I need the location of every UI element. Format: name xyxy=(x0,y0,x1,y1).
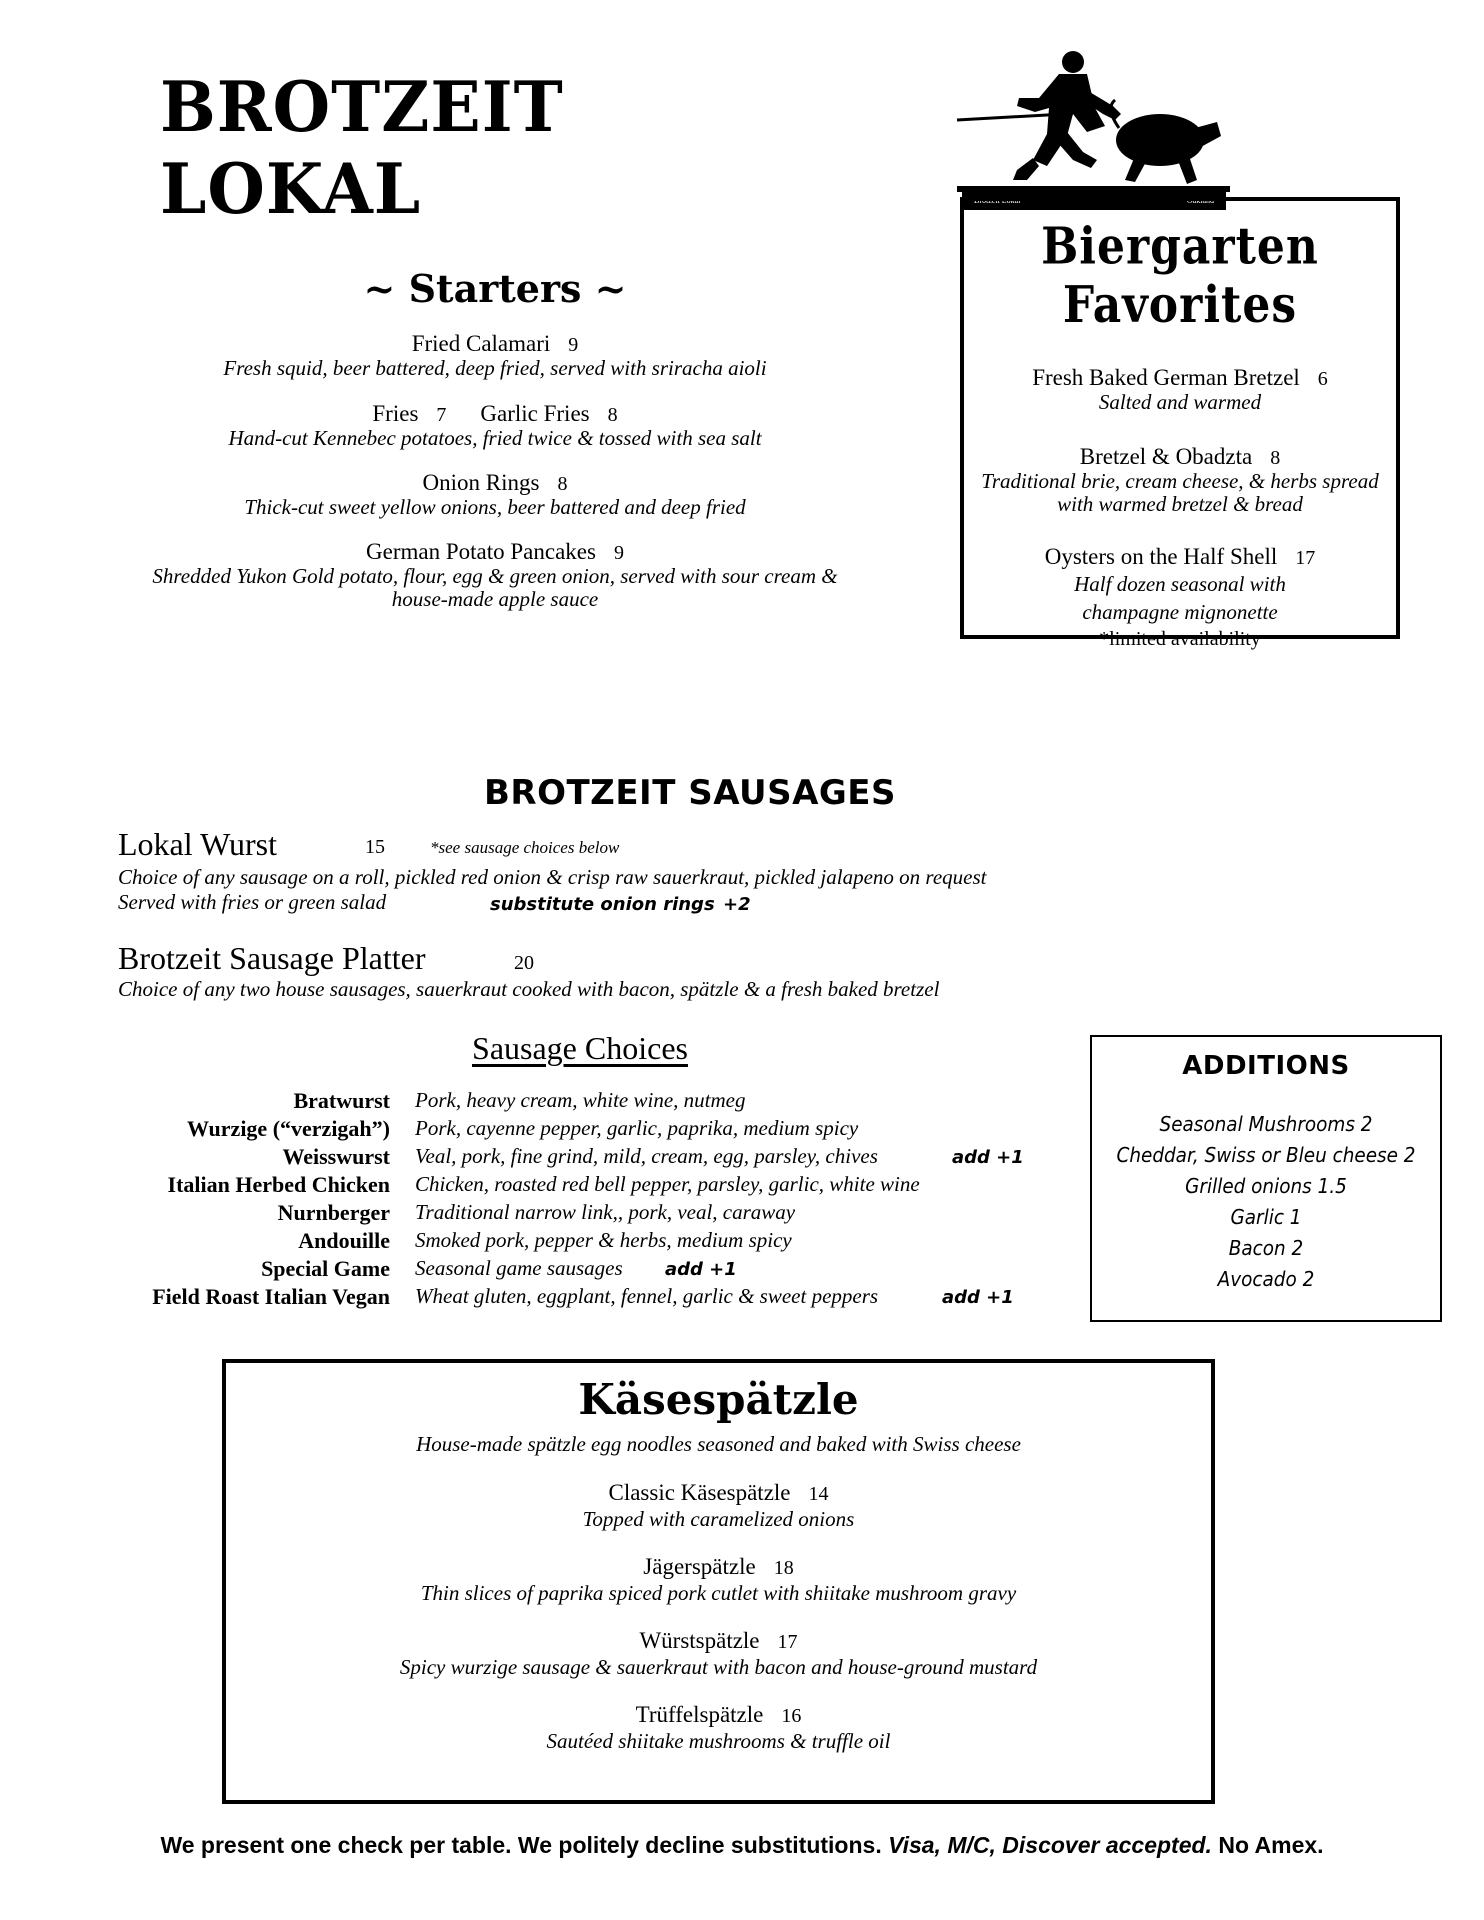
favorite-item xyxy=(964,544,1396,652)
additions-box xyxy=(1090,1035,1442,1322)
footer-amex: No Amex. xyxy=(1218,1832,1324,1858)
sausage-choice-row xyxy=(100,1144,1080,1172)
item-price: 9 xyxy=(613,542,624,564)
item-note: *limited availability xyxy=(1099,628,1261,650)
item-price: 17 xyxy=(777,1631,798,1653)
item-price: 20 xyxy=(514,952,534,974)
sausages-heading: BROTZEIT SAUSAGES xyxy=(483,773,897,813)
starter-item xyxy=(90,470,900,519)
kasespatzle-item xyxy=(226,1480,1211,1532)
logo-right-text: Oakland xyxy=(1186,195,1214,205)
item-desc: Sautéed shiitake mushrooms & truffle oil xyxy=(546,1729,891,1753)
choice-name: Field Roast Italian Vegan xyxy=(152,1284,390,1309)
sausage-choice-row xyxy=(100,1088,1080,1116)
starters-heading: ~ Starters ~ xyxy=(363,266,627,311)
item-name: Lokal Wurst xyxy=(118,826,277,862)
choice-desc: Smoked pork, pepper & herbs, medium spicy xyxy=(415,1228,792,1252)
choice-desc: Pork, cayenne pepper, garlic, paprika, medium spicy xyxy=(415,1116,859,1140)
substitute-note: substitute onion rings xyxy=(490,894,715,915)
logo-left-text: Brotzeit Lokal xyxy=(974,195,1021,205)
sausage-choices-heading: Sausage Choices xyxy=(472,1030,688,1066)
choice-desc: Veal, pork, fine grind, mild, cream, egg, parsley, chives xyxy=(415,1144,878,1168)
footer-note xyxy=(0,1832,1484,1859)
addition-item: Bacon 2 xyxy=(1228,1236,1304,1260)
item-desc-2: house-made apple sauce xyxy=(391,587,599,611)
item-desc: Thin slices of paprika spiced pork cutlet with shiitake mushroom gravy xyxy=(420,1581,1017,1605)
item-name: Fresh Baked German Bretzel xyxy=(1032,365,1300,390)
item-desc-2: champagne mignonette xyxy=(1082,600,1278,624)
item-name: Jägerspätzle xyxy=(643,1554,756,1579)
item-desc: Shredded Yukon Gold potato, flour, egg & green onion, served with sour cream & xyxy=(152,564,838,588)
restaurant-title: BROTZEIT LOKAL xyxy=(160,66,564,230)
favorites-box xyxy=(960,197,1400,650)
item-name-2: Garlic Fries xyxy=(480,401,590,426)
item-desc: Choice of any sausage on a roll, pickled red onion & crisp raw sauerkraut, pickled jalapeno on request xyxy=(118,865,987,889)
item-name: Fries xyxy=(372,401,419,426)
item-name: Brotzeit Sausage Platter xyxy=(118,940,426,976)
item-price: 15 xyxy=(365,836,385,858)
starter-item xyxy=(90,539,900,611)
choice-desc: Seasonal game sausages xyxy=(415,1256,623,1280)
choice-desc: Traditional narrow link,, pork, veal, caraway xyxy=(415,1200,796,1224)
favorite-item xyxy=(964,444,1396,516)
item-desc: Hand-cut Kennebec potatoes, fried twice & tossed with sea salt xyxy=(228,426,762,450)
choice-name: Special Game xyxy=(261,1256,390,1281)
item-price: 8 xyxy=(1270,447,1281,469)
footer-cards: Visa, M/C, Discover accepted. xyxy=(888,1832,1212,1858)
item-desc: Choice of any two house sausages, sauerkraut cooked with bacon, spätzle & a fresh baked bretzel xyxy=(118,977,940,1001)
choice-name: Andouille xyxy=(298,1228,390,1253)
kasespatzle-item xyxy=(226,1702,1211,1754)
choice-add-price: add +1 xyxy=(942,1287,1014,1308)
favorite-item xyxy=(964,365,1396,414)
sausage-choice-row xyxy=(100,1256,1080,1284)
choice-add-price: add +1 xyxy=(952,1147,1024,1168)
item-name: Fried Calamari xyxy=(411,331,551,356)
item-desc-2: Served with fries or green salad xyxy=(118,890,387,914)
choice-add-price: add +1 xyxy=(665,1259,737,1280)
item-name: Trüffelspätzle xyxy=(635,1702,764,1727)
kasespatzle-item xyxy=(226,1554,1211,1606)
item-desc: Thick-cut sweet yellow onions, beer battered and deep fried xyxy=(244,495,746,519)
sausage-choice-row xyxy=(100,1228,1080,1256)
item-price: 16 xyxy=(781,1705,802,1727)
item-name: Bretzel & Obadzta xyxy=(1079,444,1253,469)
lokal-wurst-item xyxy=(118,826,1118,918)
addition-item: Cheddar, Swiss or Bleu cheese 2 xyxy=(1116,1143,1416,1167)
addition-item: Seasonal Mushrooms 2 xyxy=(1159,1112,1373,1136)
addition-item: Avocado 2 xyxy=(1217,1267,1315,1291)
starter-item xyxy=(90,331,900,380)
additions-heading: ADDITIONS xyxy=(1182,1051,1350,1081)
item-price-2: 8 xyxy=(607,404,618,426)
kasespatzle-heading: Käsespätzle xyxy=(578,1375,859,1424)
choice-name: Wurzige (“verzigah”) xyxy=(186,1116,390,1141)
kasespatzle-box xyxy=(222,1359,1215,1804)
sausage-choice-row xyxy=(100,1284,1080,1312)
choice-name: Italian Herbed Chicken xyxy=(167,1172,390,1197)
kasespatzle-intro: House-made spätzle egg noodles seasoned and baked with Swiss cheese xyxy=(416,1432,1021,1456)
item-name: German Potato Pancakes xyxy=(366,539,596,564)
choice-desc: Wheat gluten, eggplant, fennel, garlic & sweet peppers xyxy=(415,1284,879,1308)
favorites-heading: Biergarten Favorites xyxy=(1041,217,1319,335)
choice-name: Weisswurst xyxy=(282,1144,390,1169)
item-price: 8 xyxy=(557,473,568,495)
item-desc: Spicy wurzige sausage & sauerkraut with bacon and house-ground mustard xyxy=(399,1655,1038,1679)
item-desc: Salted and warmed xyxy=(1098,390,1262,414)
item-desc: Topped with caramelized onions xyxy=(582,1507,855,1531)
item-price: 9 xyxy=(568,334,579,356)
item-desc: Half dozen seasonal with xyxy=(1074,572,1286,596)
choice-desc: Pork, heavy cream, white wine, nutmeg xyxy=(415,1088,746,1112)
item-desc: Traditional brie, cream cheese, & herbs spread xyxy=(981,469,1379,493)
sausage-platter-item xyxy=(118,940,1118,1001)
sausage-choice-row xyxy=(100,1172,1080,1200)
item-desc-2: with warmed bretzel & bread xyxy=(1057,492,1303,516)
item-name: Oysters on the Half Shell xyxy=(1044,544,1278,569)
footer-policy: We present one check per table. We politely decline substitutions. xyxy=(160,1832,882,1858)
addition-item: Garlic 1 xyxy=(1230,1205,1302,1229)
item-note: *see sausage choices below xyxy=(430,838,620,857)
item-price: 18 xyxy=(773,1557,794,1579)
sausage-choice-row xyxy=(100,1116,1080,1144)
item-name: Onion Rings xyxy=(422,470,540,495)
item-price: 7 xyxy=(436,404,447,426)
item-name: Würstspätzle xyxy=(639,1628,760,1653)
choice-name: Bratwurst xyxy=(293,1088,390,1113)
item-name: Classic Käsespätzle xyxy=(608,1480,791,1505)
addition-item: Grilled onions 1.5 xyxy=(1185,1174,1347,1198)
starter-item xyxy=(90,401,900,450)
logo-chef-pig-icon xyxy=(955,48,1230,198)
item-price: 14 xyxy=(808,1483,829,1505)
item-price: 17 xyxy=(1295,547,1316,569)
item-desc: Fresh squid, beer battered, deep fried, served with sriracha aioli xyxy=(223,356,767,380)
item-price: 6 xyxy=(1317,368,1328,390)
substitute-price: +2 xyxy=(723,894,751,915)
choice-name: Nurnberger xyxy=(277,1200,390,1225)
kasespatzle-item xyxy=(226,1628,1211,1680)
additions-list xyxy=(1092,1109,1440,1295)
choice-desc: Chicken, roasted red bell pepper, parsley, garlic, white wine xyxy=(415,1172,920,1196)
sausage-choice-row xyxy=(100,1200,1080,1228)
